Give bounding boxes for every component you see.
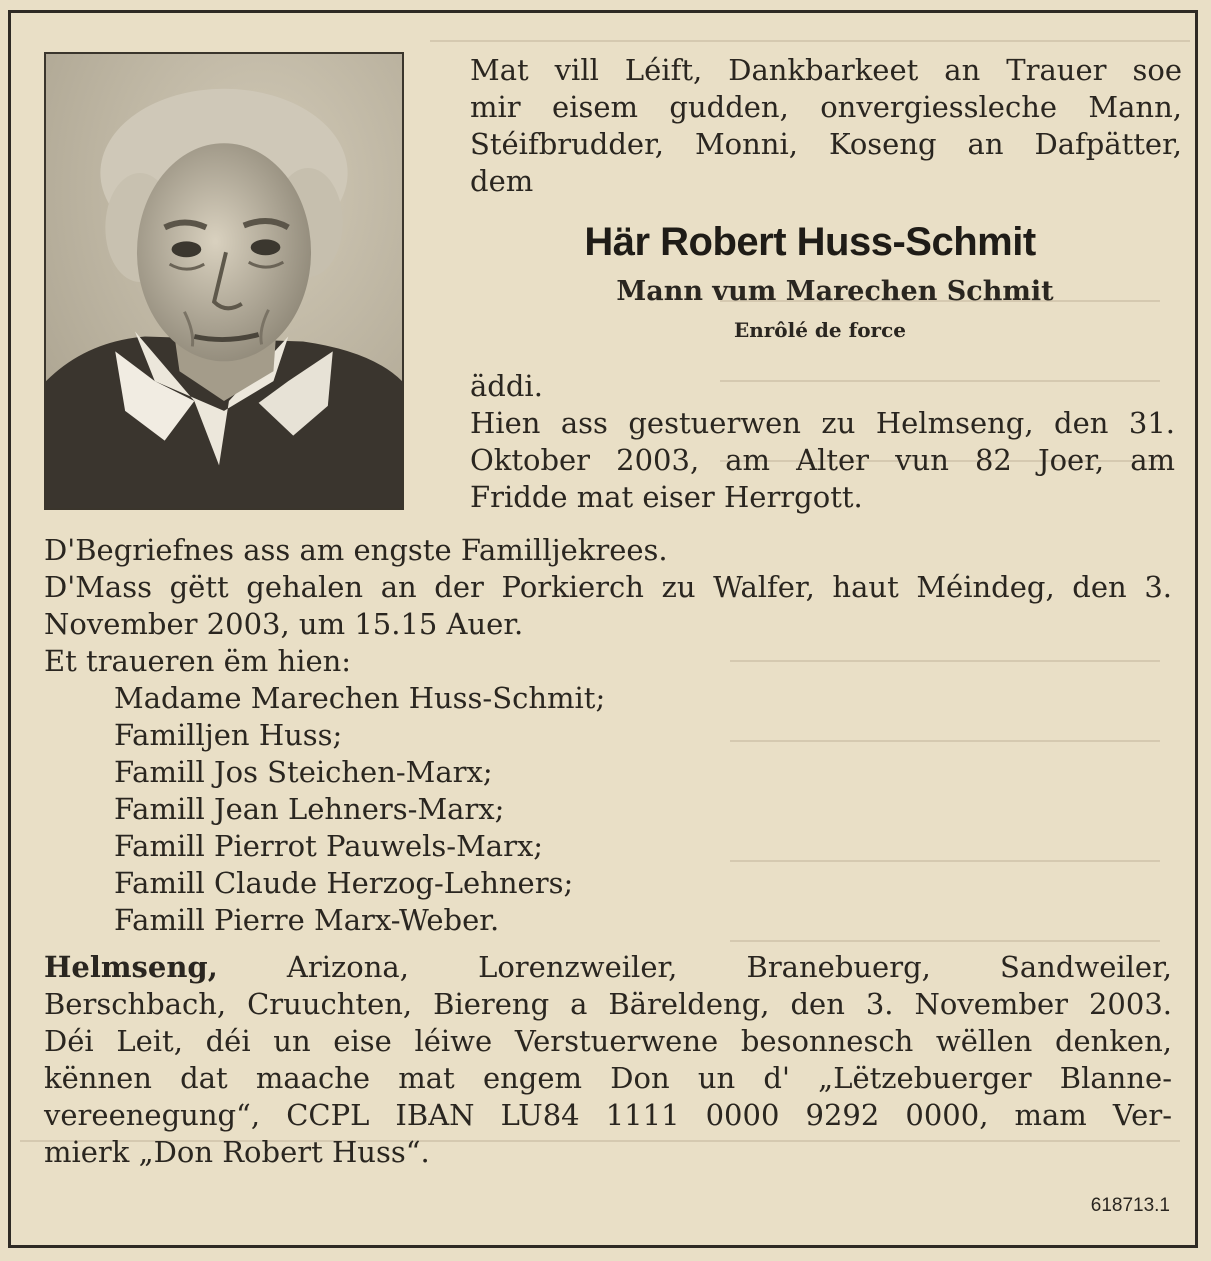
mourner-item: Famill Pierrot Pauwels-Marx; — [114, 829, 544, 863]
donation-line: Déi Leit, déi un eise léiwe Verstuerwene besonnesch wëllen denken, — [44, 1024, 1172, 1058]
places-rest: Arizona, Lorenzweiler, Branebuerg, Sandweiler, — [217, 950, 1172, 984]
intro-line: Stéifbrudder, Monni, Koseng an Dafpätter, — [470, 127, 1182, 161]
spouse-line: Mann vum Marechen Schmit — [616, 276, 1054, 307]
mourner-item: Famill Jos Steichen-Marx; — [114, 755, 493, 789]
donation-line: vereenegung“, CCPL IBAN LU84 1111 0000 9292 0000, mam Ver- — [44, 1098, 1172, 1132]
farewell-word: äddi. — [470, 369, 543, 403]
deceased-name: Här Robert Huss-Schmit — [584, 220, 1036, 264]
burial-text: D'Begriefnes ass am engste Familljekrees. — [44, 533, 668, 567]
reference-number: 618713.1 — [1090, 1195, 1170, 1216]
mourner-item: Madame Marechen Huss-Schmit; — [114, 681, 606, 715]
intro-line: mir eisem gudden, onvergiessleche Mann, — [470, 90, 1182, 124]
portrait-image — [46, 54, 402, 508]
mourner-item: Famill Pierre Marx-Weber. — [114, 903, 500, 937]
donation-line: kënnen dat maache mat engem Don un d' „Lëtzebuerger Blanne- — [44, 1061, 1172, 1095]
death-line: Hien ass gestuerwen zu Helmseng, den 31. — [470, 406, 1175, 440]
mourner-item: Familljen Huss; — [114, 718, 343, 752]
places-line-2: Berschbach, Cruuchten, Biereng a Bäreldeng, den 3. November 2003. — [44, 987, 1172, 1021]
mass-line: D'Mass gëtt gehalen an der Porkierch zu Walfer, haut Méindeg, den 3. — [44, 570, 1172, 604]
intro-text — [470, 52, 1182, 200]
places-lead: Helmseng, — [44, 950, 218, 984]
notice-body — [44, 532, 1172, 1171]
death-line: Fridde mat eiser Herrgott. — [470, 480, 863, 514]
mourner-item: Famill Claude Herzog-Lehners; — [114, 866, 574, 900]
portrait-photo — [44, 52, 404, 510]
intro-line: dem — [470, 164, 534, 198]
death-notice — [470, 368, 1175, 516]
places-line — [44, 949, 1172, 986]
mass-line: November 2003, um 15.15 Auer. — [44, 607, 524, 641]
intro-line: Mat vill Léift, Dankbarkeet an Trauer soe — [470, 53, 1182, 87]
mourner-item: Famill Jean Lehners-Marx; — [114, 792, 505, 826]
death-line: Oktober 2003, am Alter vun 82 Joer, am — [470, 443, 1175, 477]
enrolled-note: Enrôlé de force — [733, 318, 906, 342]
mourners-intro: Et traueren ëm hien: — [44, 644, 352, 678]
donation-line: mierk „Don Robert Huss“. — [44, 1135, 430, 1169]
